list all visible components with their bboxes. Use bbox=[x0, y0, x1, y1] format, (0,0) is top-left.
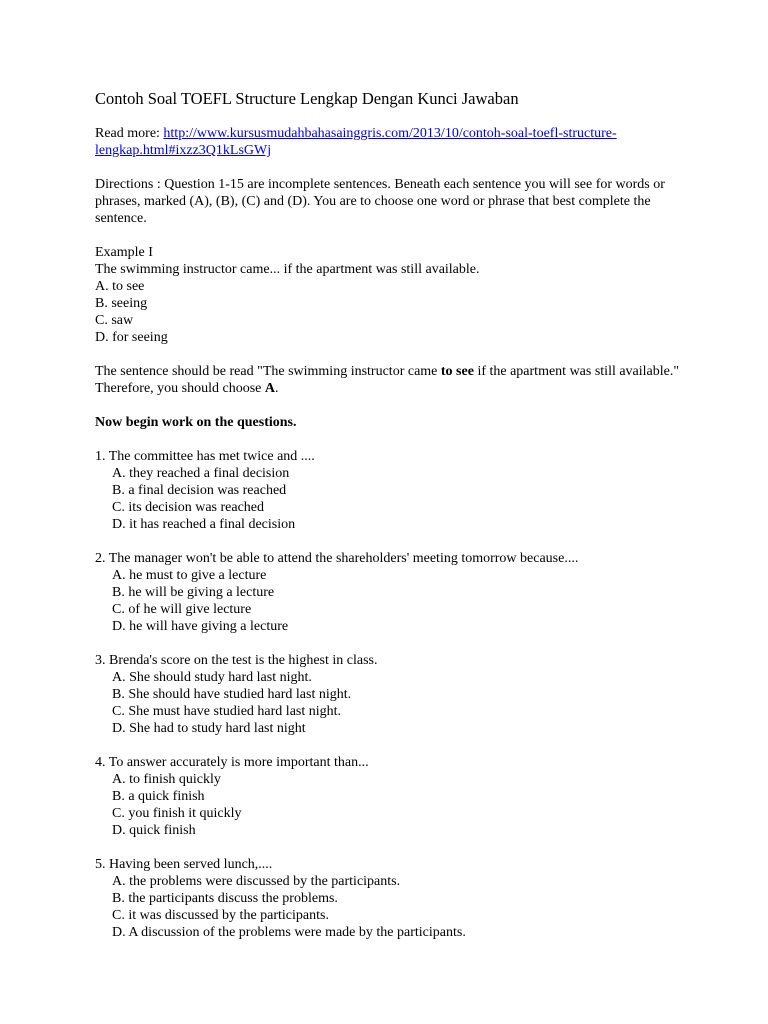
explanation-paragraph bbox=[95, 363, 685, 397]
question-option: B. the participants discuss the problems. bbox=[112, 891, 338, 906]
explanation-answer: A bbox=[264, 381, 276, 396]
read-more-label: Read more: bbox=[95, 126, 164, 141]
explanation-text: . bbox=[275, 381, 279, 396]
question-option: A. he must to give a lecture bbox=[112, 568, 267, 583]
question-1 bbox=[95, 448, 685, 533]
example-block bbox=[95, 244, 685, 346]
question-option: C. its decision was reached bbox=[112, 500, 265, 515]
question-option: B. She should have studied hard last night. bbox=[112, 687, 352, 702]
example-heading: Example I bbox=[95, 245, 153, 260]
question-option: B. he will be giving a lecture bbox=[112, 585, 275, 600]
question-option: C. it was discussed by the participants. bbox=[112, 908, 329, 923]
question-option: D. it has reached a final decision bbox=[112, 517, 296, 532]
begin-heading: Now begin work on the questions. bbox=[95, 415, 297, 430]
example-option: A. to see bbox=[95, 279, 145, 294]
document-content bbox=[95, 89, 685, 958]
explanation-text: if the apartment was still available." Therefore, you should choose bbox=[95, 364, 680, 396]
question-5 bbox=[95, 856, 685, 941]
example-option: B. seeing bbox=[95, 296, 148, 311]
question-2 bbox=[95, 550, 685, 635]
question-option: C. you finish it quickly bbox=[112, 806, 242, 821]
read-more-link[interactable]: http://www.kursusmudahbahasainggris.com/2013/10/contoh-soal-toefl-structure-lengkap.html#ixzz3Q1kLsGWj bbox=[95, 126, 617, 158]
question-option: D. he will have giving a lecture bbox=[112, 619, 289, 634]
question-option: A. to finish quickly bbox=[112, 772, 221, 787]
question-option: D. She had to study hard last night bbox=[112, 721, 306, 736]
question-stem: 1. The committee has met twice and .... bbox=[95, 449, 315, 464]
question-option: A. She should study hard last night. bbox=[112, 670, 312, 685]
read-more-line bbox=[95, 125, 685, 159]
question-stem: 3. Brenda's score on the test is the highest in class. bbox=[95, 653, 378, 668]
question-option: D. A discussion of the problems were made by the participants. bbox=[112, 925, 466, 940]
question-4 bbox=[95, 754, 685, 839]
question-stem: 5. Having been served lunch,.... bbox=[95, 857, 273, 872]
document-title: Contoh Soal TOEFL Structure Lengkap Dengan Kunci Jawaban bbox=[95, 89, 519, 108]
example-option: D. for seeing bbox=[95, 330, 168, 345]
example-stem: The swimming instructor came... if the apartment was still available. bbox=[95, 262, 480, 277]
example-option: C. saw bbox=[95, 313, 134, 328]
question-option: A. the problems were discussed by the participants. bbox=[112, 874, 401, 889]
question-3 bbox=[95, 652, 685, 737]
question-option: C. She must have studied hard last night. bbox=[112, 704, 342, 719]
question-option: D. quick finish bbox=[112, 823, 196, 838]
question-option: C. of he will give lecture bbox=[112, 602, 252, 617]
explanation-bold: to see bbox=[440, 364, 474, 379]
explanation-text: The sentence should be read "The swimming instructor came bbox=[95, 364, 441, 379]
directions-paragraph: Directions : Question 1-15 are incomplete sentences. Beneath each sentence you will see for words or phrases, marked (A), (B), (C) and (D). You are to choose one word or phrase that best complete the sentence. bbox=[95, 177, 665, 226]
question-option: B. a final decision was reached bbox=[112, 483, 287, 498]
question-stem: 2. The manager won't be able to attend the shareholders' meeting tomorrow because.... bbox=[95, 551, 579, 566]
question-option: A. they reached a final decision bbox=[112, 466, 290, 481]
question-option: B. a quick finish bbox=[112, 789, 205, 804]
question-stem: 4. To answer accurately is more important than... bbox=[95, 755, 369, 770]
